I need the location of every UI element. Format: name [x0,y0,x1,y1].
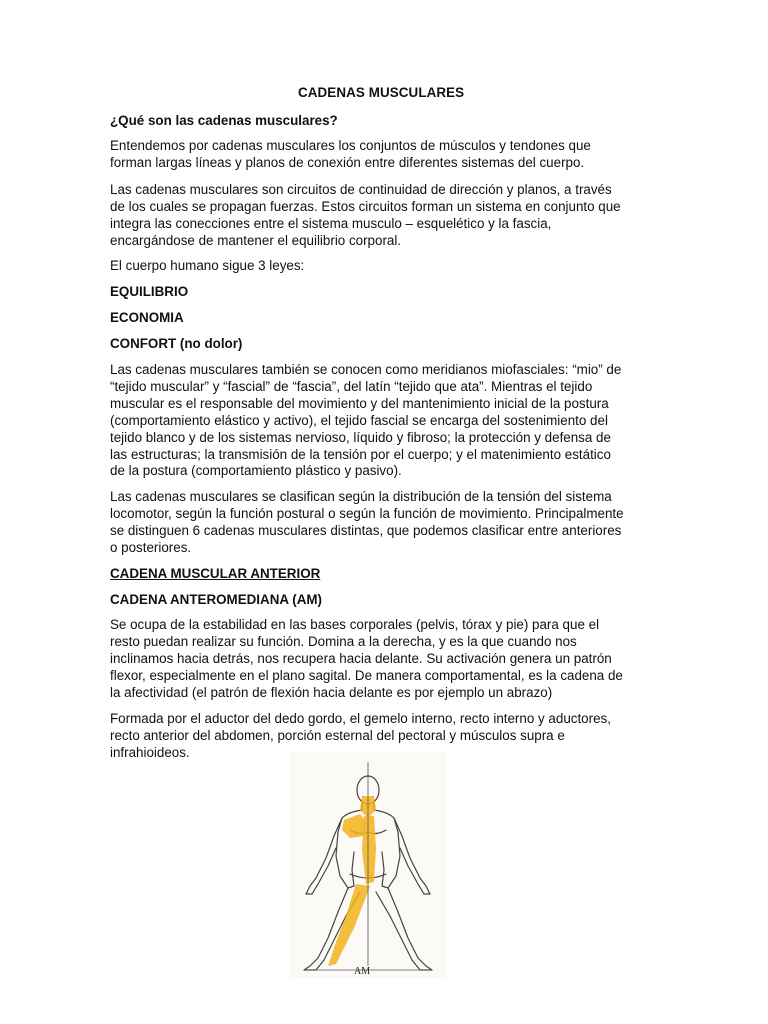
text-line: resto puedan realizar su función. Domina a la derecha, y es la que cuando nos [110,633,577,649]
text-line: recto anterior del abdomen, porción esternal del pectoral y músculos supra e [110,727,565,743]
text-line: Las cadenas musculares también se conocen como meridianos miofasciales: “mio” de [110,362,622,377]
paragraph-definition [110,138,591,172]
law-confort: CONFORT (no dolor) [110,336,243,351]
paragraph-classification [110,489,624,557]
paragraph-meridians [110,362,621,480]
subsection-heading-am: CADENA ANTEROMEDIANA (AM) [110,592,322,607]
text-line: Entendemos por cadenas musculares los conjuntos de músculos y tendones que [110,138,591,153]
paragraph-laws-intro: El cuerpo humano sigue 3 leyes: [110,258,305,273]
text-line: o posteriores. [110,539,192,555]
text-line: forman largas líneas y planos de conexión entre diferentes sistemas del cuerpo. [110,154,585,170]
paragraph-circuits [110,182,621,250]
text-line: inclinamos hacia detrás, nos recupera hacia delante. Su activación genera un patrón [110,650,612,666]
text-line: Las cadenas musculares se clasifican según la distribución de la tensión del sistema [110,489,612,504]
body-chain-illustration [290,752,447,978]
text-line: Se ocupa de la estabilidad en las bases corporales (pelvis, tórax y pie) para que el [110,617,600,632]
text-line: de los cuales se propagan fuerzas. Estos circuitos forman un sistema en conjunto que [110,198,621,214]
text-line: infrahioideos. [110,744,190,760]
text-line: locomotor, según la función postural o según la función de movimiento. Principalmente [110,505,624,521]
text-line: las estructuras; la transmisión de la tensión por el cuerpo; y el matenimiento estático [110,446,611,462]
text-line: flexor, especialmente en el plano sagital. De manera comportamental, es la cadena de [110,667,623,683]
text-line: (comportamiento elástico y activo), el tejido fascial se encarga del sostenimiento del [110,412,608,428]
text-line: “tejido muscular” y “fascial” de “fascia”, del latín “tejido que ata”. Mientras el tejido [110,378,593,394]
text-line: Las cadenas musculares son circuitos de continuidad de dirección y planos, a través [110,182,612,197]
figure-label: AM [354,966,371,977]
text-line: integra las conecciones entre el sistema musculo – esquelético y la fascia, [110,215,552,231]
anatomy-figure [290,752,447,978]
text-line: de la postura (comportamiento plástico y pasivo). [110,463,402,479]
law-equilibrio: EQUILIBRIO [110,284,189,299]
text-line: la afectividad (el patrón de flexión hacia delante es por ejemplo un abrazo) [110,684,553,700]
question-heading: ¿Qué son las cadenas musculares? [110,113,338,128]
document-title: CADENAS MUSCULARES [298,85,465,100]
muscle-chain-highlight [328,796,376,966]
text-line: tejido blanco y de los sistemas nervioso, líquido y fibroso; la protección y defensa de [110,429,611,445]
text-line: Formada por el aductor del dedo gordo, el gemelo interno, recto interno y aductores, [110,711,611,726]
text-line: se distinguen 6 cadenas musculares distintas, que podemos clasificar entre anteriores [110,522,622,538]
text-line: muscular es el responsable del movimiento y del mantenimiento inicial de la postura [110,395,609,411]
section-heading-anterior: CADENA MUSCULAR ANTERIOR [110,566,321,581]
paragraph-am-function [110,617,623,702]
law-economia: ECONOMIA [110,310,184,325]
text-line: encargándose de mantener el equilibrio corporal. [110,232,402,248]
